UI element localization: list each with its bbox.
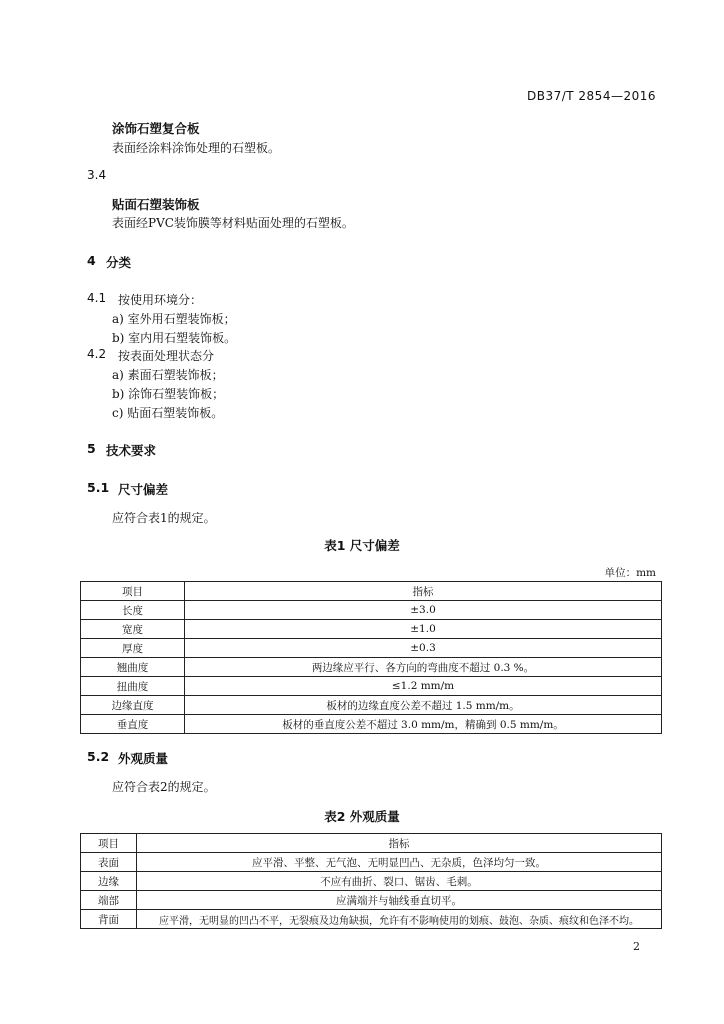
- clause-5-1-text: 应符合表1的规定。: [112, 511, 216, 525]
- table-row: [81, 658, 662, 677]
- table-row: [81, 853, 662, 872]
- list-item: b) 室内用石塑装饰板。: [112, 331, 237, 345]
- table2: [80, 833, 662, 929]
- clause-5-2-number: 5.2: [87, 749, 110, 764]
- clause-4-1-title: 按使用环境分：: [118, 293, 203, 307]
- table1-caption: 表1 尺寸偏差: [324, 538, 400, 553]
- table-cell: 应平滑，无明显的凹凸不平，无裂痕及边角缺损，允许有不影响使用的划痕、鼓泡、杂质、痕纹和色泽不均。: [137, 910, 662, 929]
- table-header-cell: 指标: [137, 834, 662, 853]
- table1-unit: 单位：mm: [604, 567, 656, 579]
- list-item: a) 室外用石塑装饰板；: [112, 312, 236, 326]
- table-row: [81, 891, 662, 910]
- section-4-title: 分类: [106, 255, 132, 270]
- table-cell: 应平滑、平整、无气泡、无明显凹凸、无杂质，色泽均匀一致。: [137, 853, 662, 872]
- table-header-row: [81, 834, 662, 853]
- document-id: DB37/T 2854—2016: [526, 89, 656, 103]
- term-coated-board: 涂饰石塑复合板: [112, 121, 200, 136]
- table-row: [81, 715, 662, 734]
- section-4-number: 4: [87, 253, 96, 268]
- list-item: c) 贴面石塑装饰板。: [112, 406, 224, 420]
- clause-5-1-number: 5.1: [87, 480, 110, 495]
- table-cell: 宽度: [81, 620, 185, 639]
- table-header-cell: 项目: [81, 582, 185, 601]
- table1: [80, 581, 662, 734]
- section-5-title: 技术要求: [106, 443, 157, 458]
- table-header-cell: 项目: [81, 834, 137, 853]
- table-row: [81, 620, 662, 639]
- table-row: [81, 639, 662, 658]
- table-cell: 边缘: [81, 872, 137, 891]
- page-number: 2: [633, 940, 640, 953]
- table2-caption: 表2 外观质量: [324, 809, 400, 824]
- table-cell: 厚度: [81, 639, 185, 658]
- clause-number-3-4: 3.4: [87, 168, 107, 182]
- clause-5-2-title: 外观质量: [118, 751, 169, 766]
- list-item: b) 涂饰石塑装饰板；: [112, 387, 225, 401]
- definition-coated-board: 表面经涂料涂饰处理的石塑板。: [112, 141, 281, 155]
- table-cell: 两边缘应平行、各方向的弯曲度不超过 0.3 %。: [185, 658, 662, 677]
- table-cell: ±1.0: [185, 620, 662, 639]
- table-cell: 背面: [81, 910, 137, 929]
- table-row: [81, 696, 662, 715]
- table-cell: ≤1.2 mm/m: [185, 677, 662, 696]
- list-item: a) 素面石塑装饰板；: [112, 368, 224, 382]
- term-laminated-board: 贴面石塑装饰板: [112, 197, 200, 212]
- table-cell: 表面: [81, 853, 137, 872]
- clause-4-2-title: 按表面处理状态分: [118, 349, 215, 363]
- table-header-cell: 指标: [185, 582, 662, 601]
- table-cell: 翘曲度: [81, 658, 185, 677]
- table-row: [81, 601, 662, 620]
- table-cell: 板材的垂直度公差不超过 3.0 mm/m，精确到 0.5 mm/m。: [185, 715, 662, 734]
- table-row: [81, 872, 662, 891]
- table-header-row: [81, 582, 662, 601]
- table-cell: 应满端并与轴线垂直切平。: [137, 891, 662, 910]
- table-cell: 不应有曲折、裂口、锯齿、毛刺。: [137, 872, 662, 891]
- clause-4-2-number: 4.2: [87, 347, 107, 361]
- table-cell: 长度: [81, 601, 185, 620]
- definition-laminated-board: 表面经PVC装饰膜等材料贴面处理的石塑板。: [112, 216, 354, 230]
- table-cell: ±3.0: [185, 601, 662, 620]
- section-5-number: 5: [87, 441, 96, 456]
- table-row: [81, 910, 662, 929]
- table-cell: 垂直度: [81, 715, 185, 734]
- clause-5-1-title: 尺寸偏差: [118, 482, 169, 497]
- table-cell: ±0.3: [185, 639, 662, 658]
- table-row: [81, 677, 662, 696]
- clause-4-1-number: 4.1: [87, 291, 107, 305]
- table-cell: 端部: [81, 891, 137, 910]
- clause-5-2-text: 应符合表2的规定。: [112, 780, 216, 794]
- table-cell: 边缘直度: [81, 696, 185, 715]
- table-cell: 板材的边缘直度公差不超过 1.5 mm/m。: [185, 696, 662, 715]
- table-cell: 扭曲度: [81, 677, 185, 696]
